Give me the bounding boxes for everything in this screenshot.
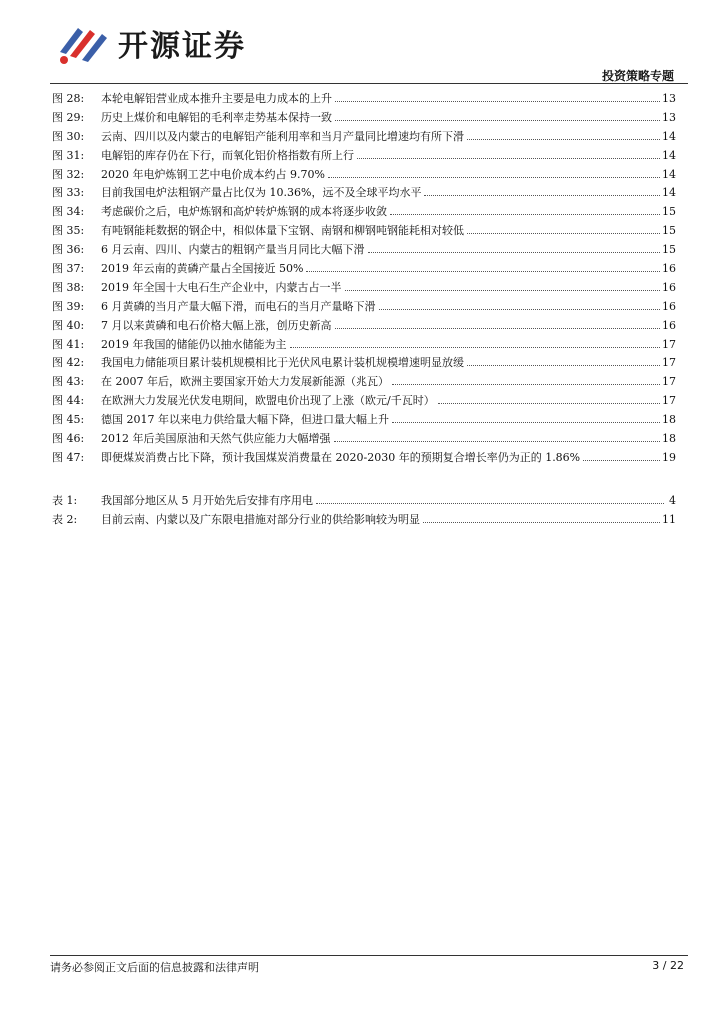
table-entry-label: 表 1: — [52, 494, 78, 507]
figure-entry-page: 17 — [662, 375, 676, 389]
figure-entry-title: 在欧洲大力发展光伏发电期间，欧盟电价出现了上涨（欧元/千瓦时） — [101, 394, 435, 408]
figure-entry[interactable] — [52, 109, 676, 128]
figure-entry-label: 图 28: — [52, 92, 85, 105]
figure-entry-label: 图 36: — [52, 243, 85, 257]
figure-entry[interactable] — [52, 279, 676, 298]
figure-entry-title: 电解铝的库存仍在下行，而氧化铝价格指数有所上行 — [101, 148, 354, 162]
dot-leader — [368, 252, 661, 253]
table-entry-title: 我国部分地区从 5 月开始先后安排有序用电 — [101, 494, 313, 507]
figure-entry[interactable] — [52, 203, 676, 222]
header-rule — [50, 83, 688, 84]
dot-leader — [583, 460, 660, 461]
footer-disclaimer: 请务必参阅正文后面的信息披露和法律声明 — [50, 961, 259, 974]
figure-entry[interactable] — [52, 260, 676, 279]
dot-leader — [423, 522, 660, 523]
figure-entry-title: 即便煤炭消费占比下降，预计我国煤炭消费量在 2020-2030 年的预期复合增长率仍为正的 1.86% — [101, 450, 581, 464]
page-number: 3 / 22 — [652, 959, 684, 972]
figure-entry-page: 14 — [662, 148, 676, 162]
table-index — [52, 492, 676, 530]
figure-entry-label: 图 40: — [52, 318, 85, 332]
section-tag: 投资策略专题 — [601, 69, 674, 83]
figure-entry-label: 图 38: — [52, 280, 85, 294]
figure-entry-label: 图 44: — [52, 394, 85, 408]
figure-entry-title: 6 月云南、四川、内蒙古的粗钢产量当月同比大幅下滑 — [101, 243, 365, 257]
figure-entry-title: 考虑碳价之后，电炉炼钢和高炉转炉炼钢的成本将逐步收敛 — [101, 205, 387, 219]
dot-leader — [467, 365, 660, 366]
figure-entry-title: 我国电力储能项目累计装机规模相比于光伏风电累计装机规模增速明显放缓 — [101, 356, 464, 370]
figure-entry-page: 15 — [662, 243, 676, 257]
figure-entry-page: 16 — [662, 299, 676, 313]
figure-entry-title: 2012 年后美国原油和天然气供应能力大幅增强 — [101, 432, 331, 446]
figure-entry-page: 18 — [662, 413, 676, 427]
figure-entry[interactable] — [52, 184, 676, 203]
figure-entry[interactable] — [52, 373, 676, 392]
dot-leader — [335, 120, 660, 121]
dot-leader — [390, 214, 660, 215]
dot-leader — [379, 309, 661, 310]
figure-entry[interactable] — [52, 336, 676, 355]
table-entry[interactable] — [52, 511, 676, 530]
figure-entry[interactable] — [52, 222, 676, 241]
logo-mark-icon — [56, 20, 110, 66]
figure-entry-page: 14 — [662, 186, 676, 200]
dot-leader — [334, 441, 661, 442]
figure-entry-title: 历史上煤价和电解铝的毛利率走势基本保持一致 — [101, 110, 332, 124]
figure-entry-label: 图 39: — [52, 299, 85, 313]
company-logo — [56, 20, 246, 66]
figure-entry[interactable] — [52, 298, 676, 317]
dot-leader — [328, 177, 660, 178]
figure-entry-page: 18 — [662, 432, 676, 446]
footer-rule — [50, 955, 688, 956]
figure-entry-label: 图 46: — [52, 432, 85, 446]
figure-entry-page: 17 — [662, 356, 676, 370]
figure-entry[interactable] — [52, 128, 676, 147]
figure-entry-label: 图 43: — [52, 375, 85, 389]
figure-entry[interactable] — [52, 90, 676, 109]
table-entry-page: 4 — [669, 494, 676, 507]
figure-entry-title: 目前我国电炉法粗钢产量占比仅为 10.36%，远不及全球平均水平 — [101, 186, 422, 200]
figure-entry-label: 图 47: — [52, 450, 85, 464]
figure-entry-title: 云南、四川以及内蒙古的电解铝产能利用率和当月产量同比增速均有所下滑 — [101, 129, 464, 143]
dot-leader — [345, 290, 661, 291]
figure-entry-page: 19 — [662, 450, 676, 464]
table-entry-label: 表 2: — [52, 512, 78, 526]
dot-leader — [316, 503, 664, 504]
dot-leader — [335, 328, 661, 329]
figure-entry-page: 16 — [662, 262, 676, 276]
figure-entry-page: 15 — [662, 224, 676, 238]
figure-entry-label: 图 33: — [52, 186, 85, 200]
figure-entry[interactable] — [52, 354, 676, 373]
figure-entry-title: 2019 年全国十大电石生产企业中，内蒙古占一半 — [101, 280, 342, 294]
figure-entry-label: 图 35: — [52, 224, 85, 238]
figure-entry-label: 图 34: — [52, 205, 85, 219]
dot-leader — [467, 233, 660, 234]
dot-leader — [392, 384, 660, 385]
figure-entry-page: 14 — [662, 129, 676, 143]
figure-entry[interactable] — [52, 392, 676, 411]
figure-entry-page: 14 — [662, 167, 676, 181]
figure-entry-page: 13 — [662, 92, 676, 105]
table-entry[interactable] — [52, 492, 676, 511]
figure-entry-label: 图 30: — [52, 129, 85, 143]
figure-entry-page: 16 — [662, 280, 676, 294]
table-entry-page: 11 — [662, 512, 676, 526]
figure-entry-label: 图 41: — [52, 337, 85, 351]
figure-entry-label: 图 31: — [52, 148, 85, 162]
figure-entry-title: 7 月以来黄磷和电石价格大幅上涨，创历史新高 — [101, 318, 332, 332]
figure-entry-label: 图 32: — [52, 167, 85, 181]
figure-entry[interactable] — [52, 241, 676, 260]
figure-entry-title: 德国 2017 年以来电力供给量大幅下降，但进口量大幅上升 — [101, 413, 389, 427]
dot-leader — [357, 158, 660, 159]
figure-entry-title: 有吨钢能耗数据的钢企中，相似体量下宝钢、南钢和柳钢吨钢能耗相对较低 — [101, 224, 464, 238]
figure-entry-label: 图 45: — [52, 413, 85, 427]
dot-leader — [335, 101, 660, 102]
table-entry-title: 目前云南、内蒙以及广东限电措施对部分行业的供给影响较为明显 — [101, 512, 420, 526]
figure-entry-label: 图 29: — [52, 110, 85, 124]
figure-entry-page: 15 — [662, 205, 676, 219]
figure-entry[interactable] — [52, 430, 676, 449]
figure-entry-title: 在 2007 年后，欧洲主要国家开始大力发展新能源（兆瓦） — [101, 375, 389, 389]
figure-entry-title: 2019 年我国的储能仍以抽水储能为主 — [101, 337, 287, 351]
logo-text: 开源证券 — [118, 29, 246, 64]
dot-leader — [306, 271, 660, 272]
figure-entry-label: 图 42: — [52, 356, 85, 370]
dot-leader — [467, 139, 660, 140]
dot-leader — [424, 195, 660, 196]
figure-entry[interactable] — [52, 317, 676, 336]
figure-entry-page: 13 — [662, 110, 676, 124]
figure-entry-page: 17 — [662, 394, 676, 408]
figure-entry-label: 图 37: — [52, 262, 85, 276]
figure-entry[interactable] — [52, 411, 676, 430]
figure-entry-title: 6 月黄磷的当月产量大幅下滑，而电石的当月产量略下滑 — [101, 299, 376, 313]
figure-entry-page: 17 — [662, 337, 676, 351]
dot-leader — [290, 347, 661, 348]
figure-entry-title: 本轮电解铝营业成本推升主要是电力成本的上升 — [101, 92, 332, 105]
figure-entry[interactable] — [52, 449, 676, 468]
figure-index — [52, 90, 676, 468]
dot-leader — [438, 403, 660, 404]
figure-entry-page: 16 — [662, 318, 676, 332]
figure-entry[interactable] — [52, 147, 676, 166]
figure-entry-title: 2019 年云南的黄磷产量占全国接近 50% — [101, 262, 304, 276]
figure-entry-title: 2020 年电炉炼钢工艺中电价成本约占 9.70% — [101, 167, 325, 181]
dot-leader — [392, 422, 660, 423]
figure-entry[interactable] — [52, 166, 676, 185]
